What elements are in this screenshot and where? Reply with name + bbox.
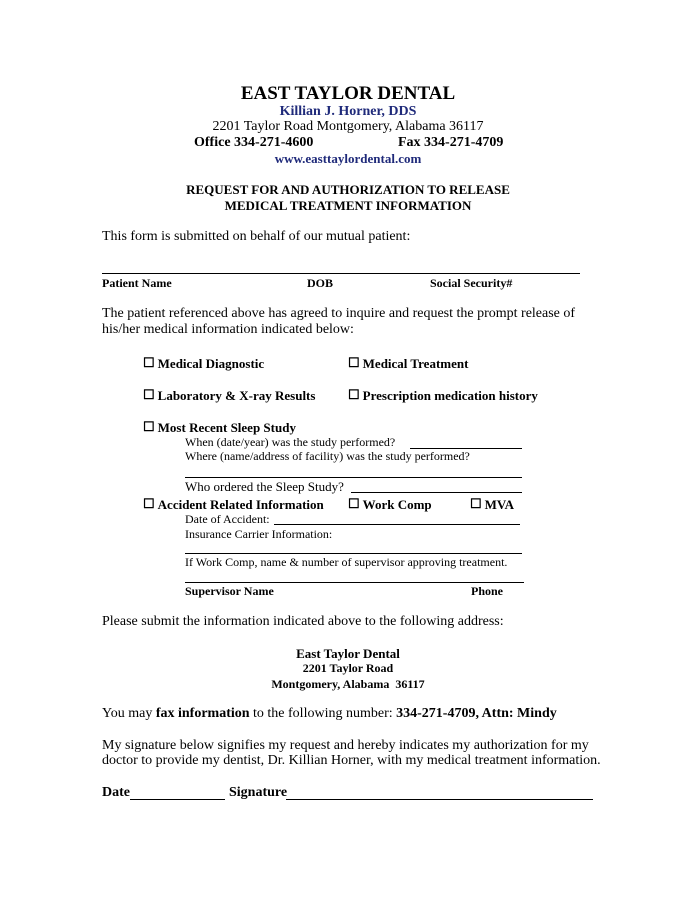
checkbox-lab-xray[interactable] <box>143 387 315 404</box>
supervisor-name-label: Supervisor Name <box>185 584 274 598</box>
lab-xray-label: Laboratory & X-ray Results <box>157 388 316 403</box>
signature-label: Signature <box>229 785 288 800</box>
statement-line1: The patient referenced above has agreed to inquire and request the prompt release of <box>102 306 576 321</box>
signature-statement-line1: My signature below signifies my request and hereby indicates my authorization for my <box>102 738 589 753</box>
work-comp-supervisor-label: If Work Comp, name & number of supervisor approving treatment. <box>185 555 508 569</box>
clinic-address: 2201 Taylor Road Montgomery, Alabama 36117 <box>212 119 484 134</box>
medical-treatment-label: Medical Treatment <box>362 356 469 371</box>
checkbox-prescription[interactable] <box>348 387 538 404</box>
mva-label: MVA <box>484 497 515 512</box>
checkbox-medical-diagnostic[interactable] <box>143 355 264 372</box>
fax-instruction <box>102 706 557 722</box>
medical-diagnostic-label: Medical Diagnostic <box>157 356 265 371</box>
website-link[interactable]: www.easttaylordental.com <box>274 151 422 166</box>
supervisor-phone-label: Phone <box>471 584 504 598</box>
checkbox-accident[interactable] <box>143 496 324 513</box>
sleep-study-where-field[interactable] <box>185 477 522 478</box>
checkbox-icon: ☐ <box>143 496 155 511</box>
signature-statement-line2: doctor to provide my dentist, Dr. Killian Horner, with my medical treatment information. <box>102 753 601 768</box>
insurance-carrier-field[interactable] <box>185 553 522 554</box>
insurance-carrier-label: Insurance Carrier Information: <box>185 527 333 541</box>
mailing-address-street: 2201 Taylor Road <box>302 661 394 675</box>
fax-number-attn: 334-271-4709, Attn: Mindy <box>396 706 557 721</box>
intro-text: This form is submitted on behalf of our mutual patient: <box>102 229 411 244</box>
patient-name-label: Patient Name <box>102 276 172 290</box>
statement-line2: his/her medical information indicated below: <box>102 322 354 337</box>
prescription-label: Prescription medication history <box>362 388 538 403</box>
submit-instruction: Please submit the information indicated above to the following address: <box>102 614 504 629</box>
signature-field[interactable] <box>286 799 593 800</box>
fax-prefix: You may <box>102 706 156 721</box>
form-title-line1: REQUEST FOR AND AUTHORIZATION TO RELEASE <box>186 182 510 197</box>
checkbox-medical-treatment[interactable] <box>348 355 468 372</box>
checkbox-icon: ☐ <box>348 355 360 370</box>
date-field[interactable] <box>130 799 225 800</box>
supervisor-info-field[interactable] <box>185 582 524 583</box>
accident-date-label: Date of Accident: <box>185 512 270 526</box>
office-phone: Office 334-271-4600 <box>194 135 314 150</box>
checkbox-mva[interactable] <box>470 496 514 513</box>
sleep-study-who-field[interactable] <box>351 492 522 493</box>
checkbox-icon: ☐ <box>143 419 155 434</box>
clinic-name: EAST TAYLOR DENTAL <box>240 83 456 104</box>
accident-label: Accident Related Information <box>157 497 324 512</box>
checkbox-sleep-study[interactable] <box>143 419 296 436</box>
sleep-study-label: Most Recent Sleep Study <box>157 420 296 435</box>
checkbox-icon: ☐ <box>470 496 482 511</box>
doctor-name: Killian J. Horner, DDS <box>279 104 417 119</box>
ssn-label: Social Security# <box>430 276 513 290</box>
patient-info-line[interactable] <box>102 273 580 274</box>
date-label: Date <box>102 785 130 800</box>
mailing-address-city: Montgomery, Alabama 36117 <box>271 677 425 691</box>
accident-date-field[interactable] <box>274 524 520 525</box>
sleep-study-where-label: Where (name/address of facility) was the study performed? <box>185 449 470 463</box>
checkbox-icon: ☐ <box>348 496 360 511</box>
fax-middle: to the following number: <box>249 706 397 721</box>
mailing-address-name: East Taylor Dental <box>296 646 400 661</box>
checkbox-icon: ☐ <box>143 355 155 370</box>
checkbox-icon: ☐ <box>348 387 360 402</box>
checkbox-icon: ☐ <box>143 387 155 402</box>
form-title-line2: MEDICAL TREATMENT INFORMATION <box>224 198 472 213</box>
work-comp-label: Work Comp <box>362 497 432 512</box>
fax-number: Fax 334-271-4709 <box>398 135 504 150</box>
fax-info-bold: fax information <box>155 706 250 721</box>
sleep-study-when-label: When (date/year) was the study performed? <box>185 435 396 449</box>
dob-label: DOB <box>307 276 334 290</box>
sleep-study-who-label: Who ordered the Sleep Study? <box>185 479 344 494</box>
checkbox-work-comp[interactable] <box>348 496 432 513</box>
